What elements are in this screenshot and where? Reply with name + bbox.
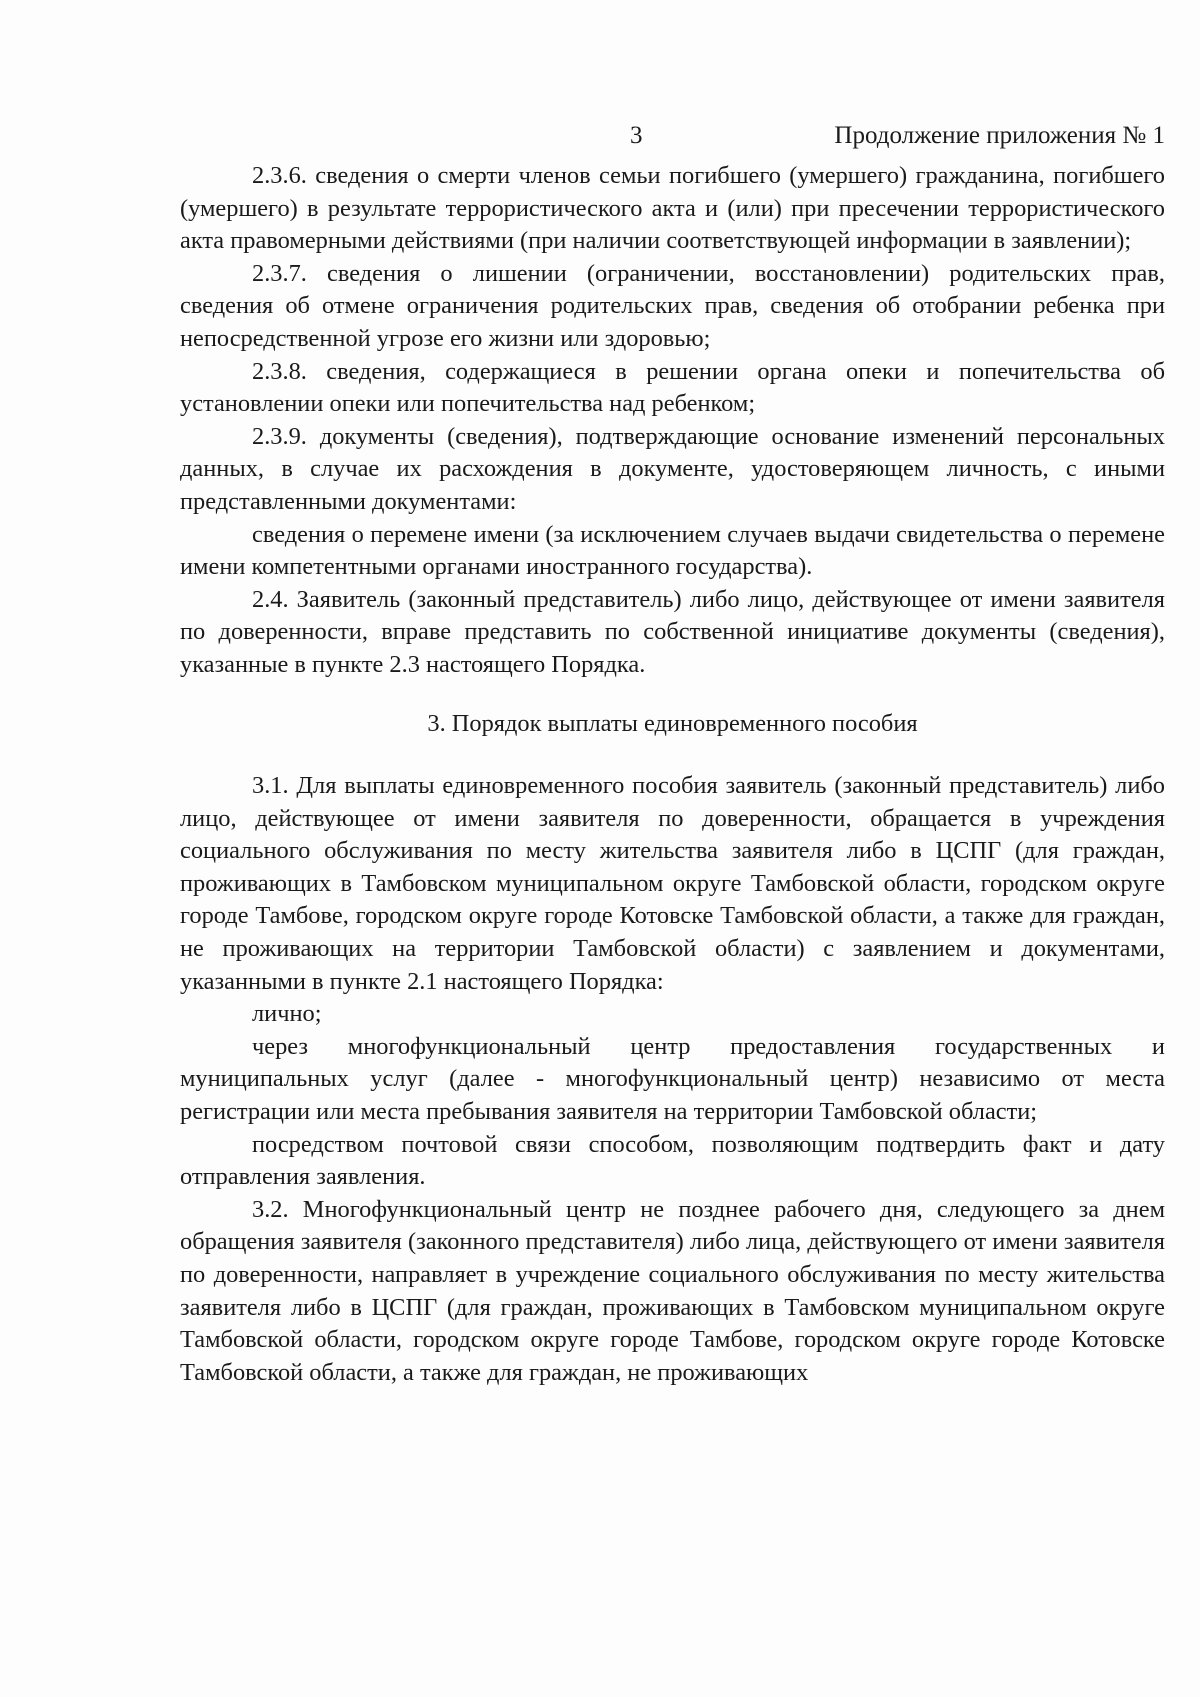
- section-heading: 3. Порядок выплаты единовременного пособия: [427, 709, 918, 737]
- paragraph-2-3-9: 2.3.9. документы (сведения), подтверждающие основание изменений персональных данных, в случае их расхождения в документе, удостоверяющем личность, с иными представленными документами:: [180, 422, 1165, 515]
- paragraph-3-2: 3.2. Многофункциональный центр не позднее рабочего дня, следующего за днем обращения заявителя (законного представителя) либо лица, действующего от имени заявителя по доверенности, направляет в учреждение социального обслуживания по месту жительства заявителя либо в ЦСПГ (для граждан, проживающих в Тамбовском муниципальном округе Тамбовской области, городском округе городе Тамбове, городском округе городе Котовске Тамбовской области, а также для граждан, не проживающих: [180, 1195, 1165, 1386]
- paragraph-2-4: 2.4. Заявитель (законный представитель) либо лицо, действующее от имени заявителя по доверенности, вправе представить по собственной инициативе документы (сведения), указанные в пункте 2.3 настоящего Порядка.: [180, 585, 1165, 678]
- paragraph-2-3-7: 2.3.7. сведения о лишении (ограничении, восстановлении) родительских прав, сведения об отмене ограничения родительских прав, сведения об отобрании ребенка при непосредственной угрозе его жизни или здоровью;: [180, 259, 1165, 352]
- list-item-mfc: через многофункциональный центр предоставления государственных и муниципальных услуг (далее - многофункциональный центр) независимо от места регистрации или места пребывания заявителя на территории Тамбовской области;: [180, 1032, 1165, 1126]
- paragraph-2-3-8: 2.3.8. сведения, содержащиеся в решении органа опеки и попечительства об установлении опеки или попечительства над ребенком;: [180, 357, 1165, 418]
- appendix-continuation-label: Продолжение приложения № 1: [834, 122, 1165, 149]
- paragraph-3-1: 3.1. Для выплаты единовременного пособия заявитель (законный представитель) либо лицо, действующее от имени заявителя по доверенности, обращается в учреждения социального обслуживания по месту жительства заявителя либо в ЦСПГ (для граждан, проживающих в Тамбовском муниципальном округе Тамбовской области, городском округе городе Тамбове, городском округе городе Котовске Тамбовской области, а также для граждан, не проживающих на территории Тамбовской области) с заявлением и документами, указанными в пункте 2.1 настоящего Порядка:: [180, 772, 1165, 995]
- page-number: 3: [630, 122, 643, 149]
- list-item-in-person: лично;: [252, 1000, 322, 1028]
- page-header: [180, 122, 1165, 158]
- document-body: [180, 160, 1165, 1389]
- paragraph-2-3-6: 2.3.6. сведения о смерти членов семьи погибшего (умершего) гражданина, погибшего (умершего) в результате террористического акта и (или) при пресечении террористического акта правомерными действиями (при наличии соответствующей информации в заявлении);: [180, 162, 1165, 255]
- list-item-postal: посредством почтовой связи способом, позволяющим подтвердить факт и дату отправления заявления.: [180, 1130, 1165, 1191]
- paragraph-name-change: сведения о перемене имени (за исключением случаев выдачи свидетельства о перемене имени компетентными органами иностранного государства).: [180, 520, 1165, 581]
